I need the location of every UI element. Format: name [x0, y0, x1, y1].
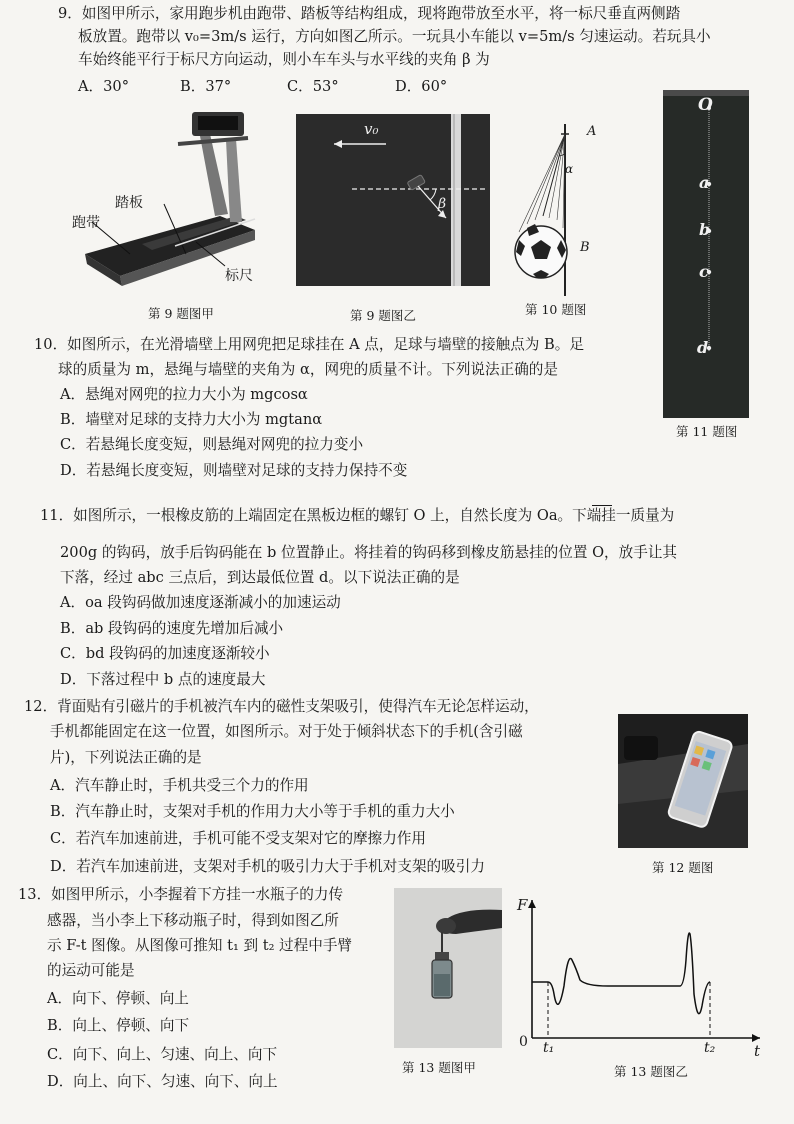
q12-option-c: C．若汽车加速前进，手机可能不受支架对它的摩擦力作用	[50, 830, 427, 847]
q13-stem-line3: 示 F-t 图像。从图像可推知 t₁ 到 t₂ 过程中手臂	[47, 937, 353, 954]
q12-option-d: D．若汽车加速前进，支架对手机的吸引力大于手机对支架的吸引力	[50, 858, 485, 875]
q12-stem-line2: 手机都能固定在这一位置，如图所示。对于处于倾斜状态下的手机(含引磁	[50, 723, 523, 740]
label-a: a	[699, 173, 710, 192]
q11-option-b: B．ab 段钩码的速度先增加后减小	[60, 620, 284, 637]
q10-option-c: C．若悬绳长度变短，则悬绳对网兜的拉力变小	[60, 436, 364, 453]
belt-diagram	[296, 114, 490, 286]
q11-option-c: C．bd 段钩码的加速度逐渐较小	[60, 645, 270, 662]
q10-option-d: D．若悬绳长度变短，则墙壁对足球的支持力保持不变	[60, 462, 408, 479]
q9-option-c: C．53°	[287, 78, 339, 95]
hand-bottle-photo	[394, 888, 502, 1048]
fig11-caption: 第 11 题图	[676, 424, 738, 439]
axis-label-t: t	[754, 1042, 761, 1060]
label-o: O	[698, 95, 713, 115]
label-t1: t₁	[543, 1040, 555, 1056]
fig9-jia-caption: 第 9 题图甲	[148, 306, 214, 321]
q9-option-d: D．60°	[395, 78, 448, 95]
ball-net-diagram	[505, 124, 595, 296]
q11-option-a: A．oa 段钩码做加速度逐渐减小的加速运动	[60, 594, 341, 611]
phone-mount-photo	[618, 714, 748, 848]
fig13-yi-caption: 第 13 题图乙	[614, 1064, 688, 1079]
q13-stem-line2: 感器，当小李上下移动瓶子时，得到如图乙所	[47, 912, 339, 929]
label-alpha: α	[565, 162, 574, 176]
treadmill-photo	[60, 104, 290, 294]
fig9-yi-caption: 第 9 题图乙	[350, 308, 416, 323]
q11-stem-line2: 200g 的钩码，放手后钩码能在 b 位置静止。将挂着的钩码移到橡皮筋悬挂的位置 O，放手让其	[60, 544, 678, 561]
q9-option-a: A．30°	[78, 78, 129, 95]
q13-option-d: D．向上、向下、匀速、向下、向上	[47, 1073, 278, 1090]
label-t2: t₂	[704, 1040, 716, 1056]
q12-stem-line3: 片)，下列说法正确的是	[50, 749, 202, 766]
q11-option-d: D．下落过程中 b 点的速度最大	[60, 671, 266, 688]
q13-stem-line1: 13．如图甲所示，小李握着下方挂一水瓶子的力传	[18, 886, 344, 903]
q10-stem-line1: 10．如图所示，在光滑墙壁上用网兜把足球挂在 A 点，足球与墙壁的接触点为 B。足	[34, 336, 584, 353]
q13-option-c: C．向下、向上、匀速、向上、向下	[47, 1046, 278, 1063]
q13-option-b: B．向上、停顿、向下	[47, 1017, 190, 1034]
label-point-b: B	[580, 240, 590, 255]
fig13-jia-caption: 第 13 题图甲	[402, 1060, 476, 1075]
q12-option-b: B．汽车静止时，支架对手机的作用力大小等于手机的重力大小	[50, 803, 455, 820]
q11-stem-line3: 下落，经过 abc 三点后，到达最低位置 d。以下说法正确的是	[60, 569, 460, 586]
label-v0: v₀	[364, 120, 379, 138]
axis-label-f: F	[517, 896, 528, 914]
label-c: c	[699, 262, 709, 281]
label-paodai: 跑带	[72, 215, 100, 231]
q10-option-b: B．墙壁对足球的支持力大小为 mgtanα	[60, 411, 323, 428]
q12-stem-line1: 12．背面贴有引磁片的手机被汽车内的磁性支架吸引，使得汽车无论怎样运动，	[24, 698, 539, 715]
label-beta: β	[438, 196, 447, 212]
axis-origin: 0	[519, 1034, 528, 1050]
label-point-a: A	[587, 124, 597, 139]
blackboard-photo	[663, 90, 749, 418]
q9-stem-line3: 车始终能平行于标尺方向运动，则小车车头与水平线的夹角 β 为	[78, 51, 490, 68]
q13-option-a: A．向下、停顿、向上	[47, 990, 189, 1007]
q12-option-a: A．汽车静止时，手机共受三个力的作用	[50, 777, 309, 794]
q11-stem-line1: 11．如图所示，一根橡皮筋的上端固定在黑板边框的螺钉 O 上，自然长度为 Oa。下端挂一质量为	[40, 507, 675, 524]
fig10-caption: 第 10 题图	[525, 302, 587, 317]
q10-stem-line2: 球的质量为 m，悬绳与墙壁的夹角为 α，网兜的质量不计。下列说法正确的是	[58, 361, 558, 378]
q10-option-a: A．悬绳对网兜的拉力大小为 mgcosα	[60, 386, 308, 403]
q9-stem-line2: 板放置。跑带以 v₀=3m/s 运行，方向如图乙所示。一玩具小车能以 v=5m/s 匀速运动。若玩具小	[78, 28, 711, 45]
label-biaochi: 标尺	[225, 268, 253, 284]
overline-oa	[592, 505, 612, 506]
label-d: d	[697, 338, 709, 357]
fig12-caption: 第 12 题图	[652, 860, 714, 875]
label-b: b	[699, 220, 711, 239]
q9-stem-line1: 9．如图甲所示，家用跑步机由跑带、踏板等结构组成，现将跑带放至水平，将一标尺垂直两侧踏	[58, 5, 681, 22]
label-taban: 踏板	[115, 195, 143, 211]
q9-option-b: B．37°	[180, 78, 232, 95]
q13-stem-line4: 的运动可能是	[47, 962, 135, 979]
